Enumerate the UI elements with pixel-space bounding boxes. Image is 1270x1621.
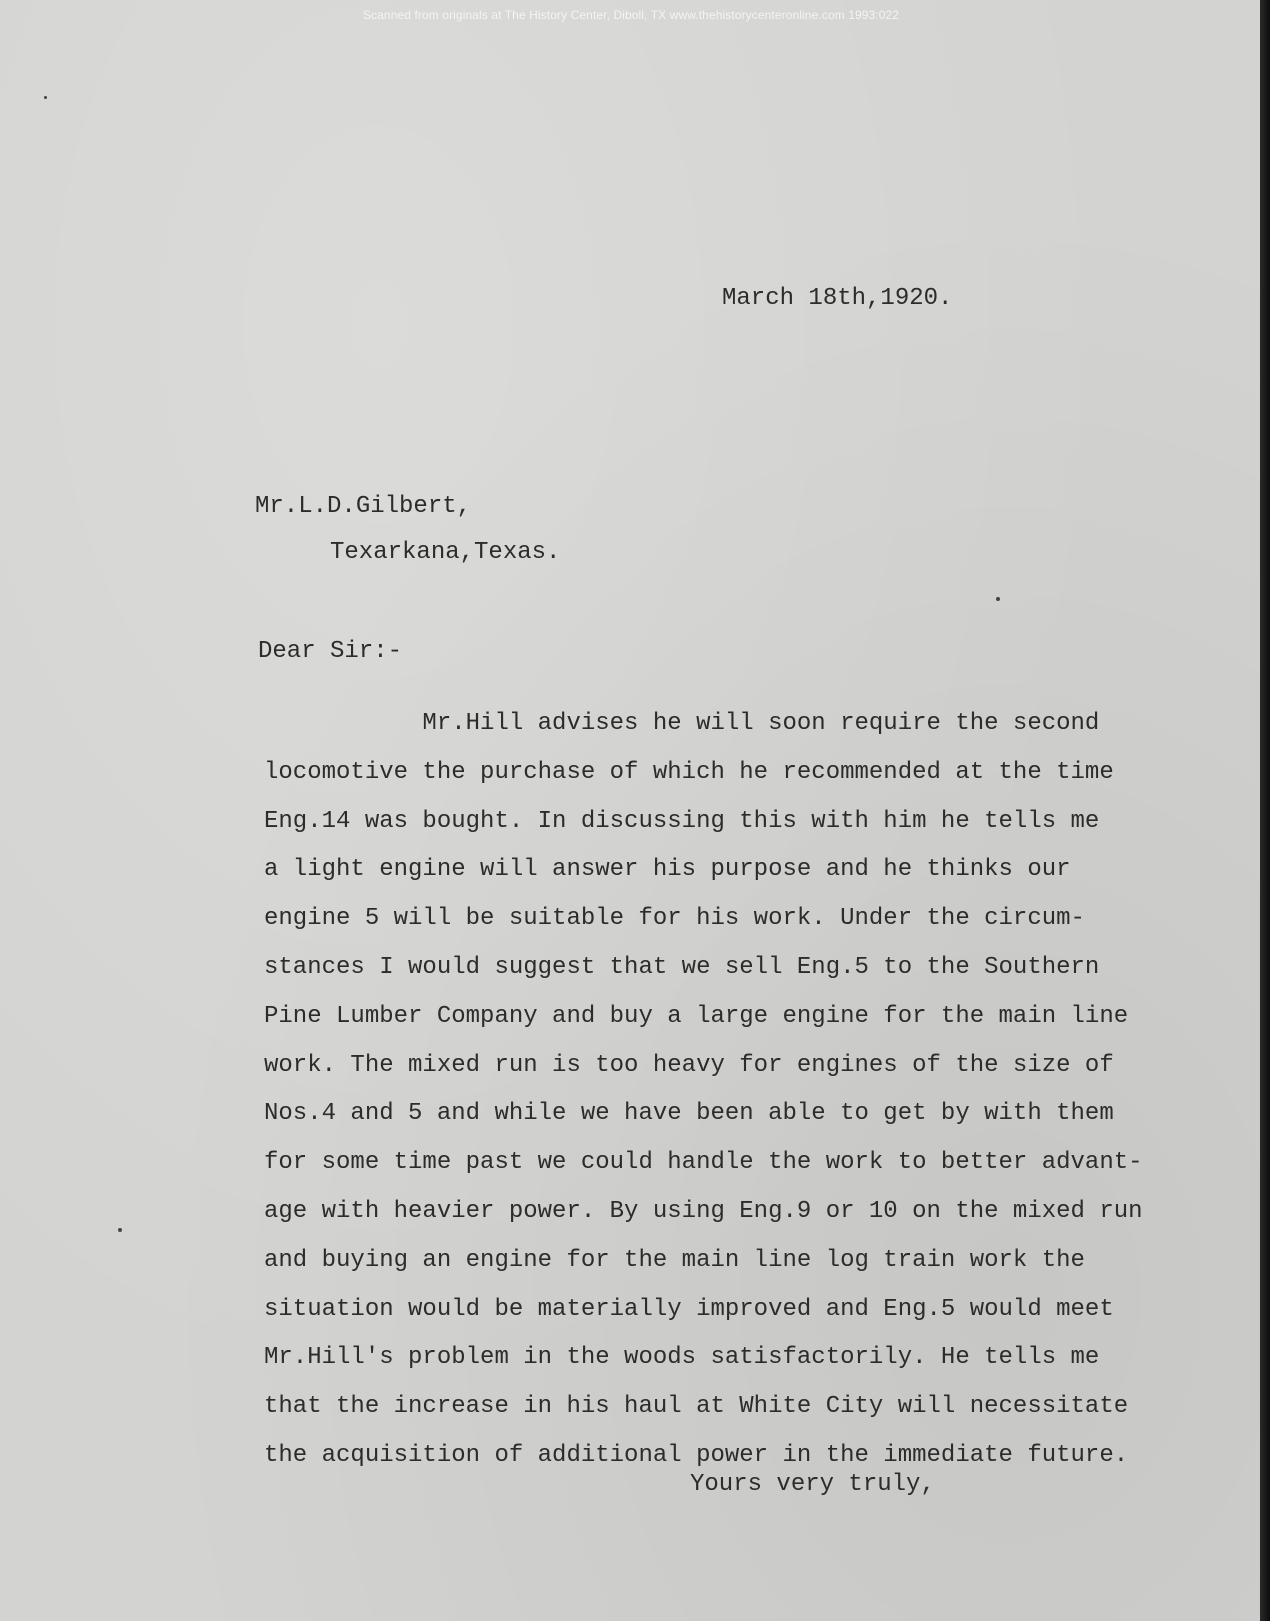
body-line: situation would be materially improved and Eng.5 would meet [264, 1295, 1114, 1323]
paper-speck [118, 1228, 122, 1232]
recipient-location: Texarkana,Texas. [330, 539, 561, 566]
body-line: locomotive the purchase of which he recommended at the time [264, 758, 1114, 786]
scan-header: Scanned from originals at The History Center, Diboll, TX www.thehistorycenteronline.com 1993:022 [362, 8, 900, 22]
body-line: stances I would suggest that we sell Eng.5 to the Southern [264, 953, 1100, 981]
body-line: and buying an engine for the main line log train work the [264, 1246, 1085, 1274]
body-line: for some time past we could handle the work to better advant- [264, 1149, 1143, 1177]
closing: Yours very truly, [690, 1471, 935, 1498]
body-line: age with heavier power. By using Eng.9 or 10 on the mixed run [264, 1197, 1143, 1225]
recipient-name: Mr.L.D.Gilbert, [255, 493, 472, 520]
paper-speck [44, 96, 47, 99]
body-line: work. The mixed run is too heavy for engines of the size of [264, 1051, 1114, 1079]
paper-speck [996, 597, 1000, 601]
body-line: Nos.4 and 5 and while we have been able to get by with them [264, 1100, 1114, 1128]
body-line: Pine Lumber Company and buy a large engine for the main line [264, 1002, 1129, 1030]
scan-edge [1260, 0, 1270, 1621]
body-line: Mr.Hill advises he will soon require the second [264, 710, 1100, 737]
body-line: a light engine will answer his purpose and he thinks our [264, 856, 1071, 884]
body-line: Mr.Hill's problem in the woods satisfactorily. He tells me [264, 1344, 1100, 1372]
letter-body [264, 700, 1164, 1481]
body-line: that the increase in his haul at White City will necessitate [264, 1393, 1129, 1421]
salutation: Dear Sir:- [258, 638, 403, 665]
body-line: engine 5 will be suitable for his work. Under the circum- [264, 905, 1085, 933]
body-line: the acquisition of additional power in the immediate future. [264, 1441, 1129, 1469]
letter-date: March 18th,1920. [722, 285, 953, 312]
body-line: Eng.14 was bought. In discussing this with him he tells me [264, 807, 1100, 835]
